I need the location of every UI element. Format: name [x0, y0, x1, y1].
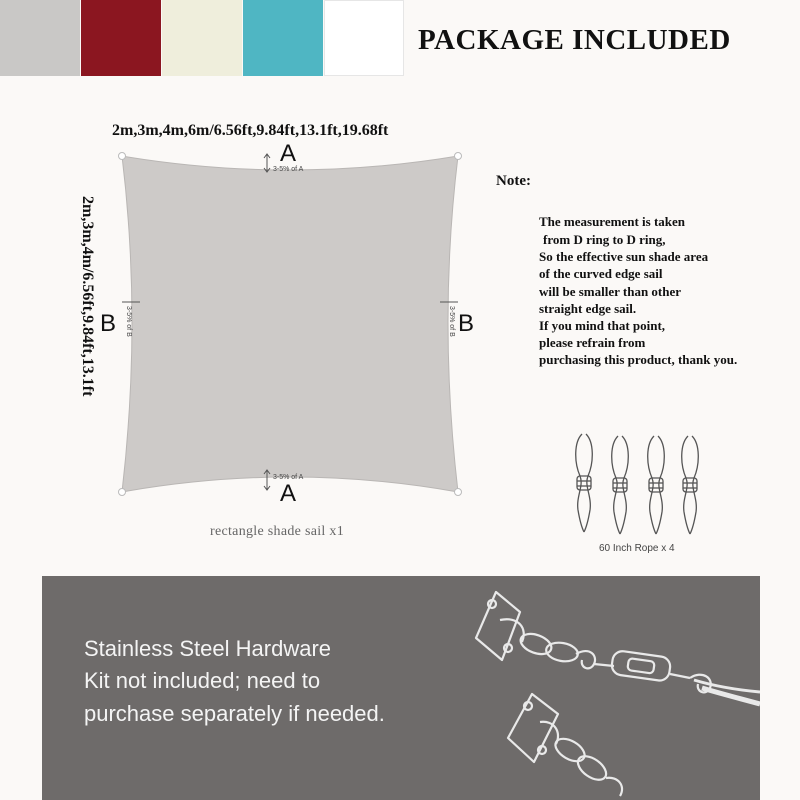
note-line: will be smaller than other [539, 284, 682, 299]
note-line: purchasing this product, thank you. [539, 352, 738, 367]
curve-note-a-top: 3-5% of A [273, 166, 304, 173]
swatch-teal [243, 0, 323, 76]
d-ring-top-right [455, 153, 462, 160]
curve-note-b-right: 3-5% of B [448, 306, 455, 337]
shade-sail-shape [122, 156, 458, 492]
curve-note-a-bottom: 3-5% of A [273, 474, 304, 481]
note-line: The measurement is taken [539, 214, 686, 229]
note-line: please refrain from [539, 335, 646, 350]
label-a-bottom: A [280, 480, 297, 507]
note-heading: Note: [496, 173, 531, 189]
package-title: PACKAGE INCLUDED [418, 24, 731, 56]
note-line: So the effective sun shade area [539, 249, 709, 264]
d-ring-bottom-right [455, 489, 462, 496]
note-line: of the curved edge sail [539, 266, 663, 281]
swatch-white [324, 0, 404, 76]
swatch-cream [162, 0, 242, 76]
curve-note-b-left: 3-5% of B [125, 306, 132, 337]
swatch-gray [0, 0, 80, 76]
turnbuckle-hardware-icon [462, 582, 760, 800]
side-dimension-label: 2m,3m,4m/6.56ft,9.84ft,13.1ft [79, 196, 96, 397]
note-line: straight edge sail. [539, 301, 637, 316]
rope-caption: 60 Inch Rope x 4 [599, 543, 675, 554]
sail-diagram [100, 140, 480, 520]
hardware-line: Stainless Steel Hardware [84, 636, 332, 661]
sail-caption: rectangle shade sail x1 [210, 524, 345, 539]
label-b-left: B [100, 310, 117, 337]
label-a-top: A [280, 140, 297, 167]
swatch-red [81, 0, 161, 76]
d-ring-bottom-left [119, 489, 126, 496]
top-dimension-label: 2m,3m,4m,6m/6.56ft,9.84ft,13.1ft,19.68ft [112, 122, 389, 139]
note-line: If you mind that point, [539, 318, 666, 333]
label-b-right: B [458, 310, 475, 337]
hardware-line: Kit not included; need to [84, 668, 321, 693]
d-ring-top-left [119, 153, 126, 160]
note-line: from D ring to D ring, [543, 232, 666, 247]
rope-coil-icon [566, 432, 716, 536]
hardware-line: purchase separately if needed. [84, 701, 385, 726]
